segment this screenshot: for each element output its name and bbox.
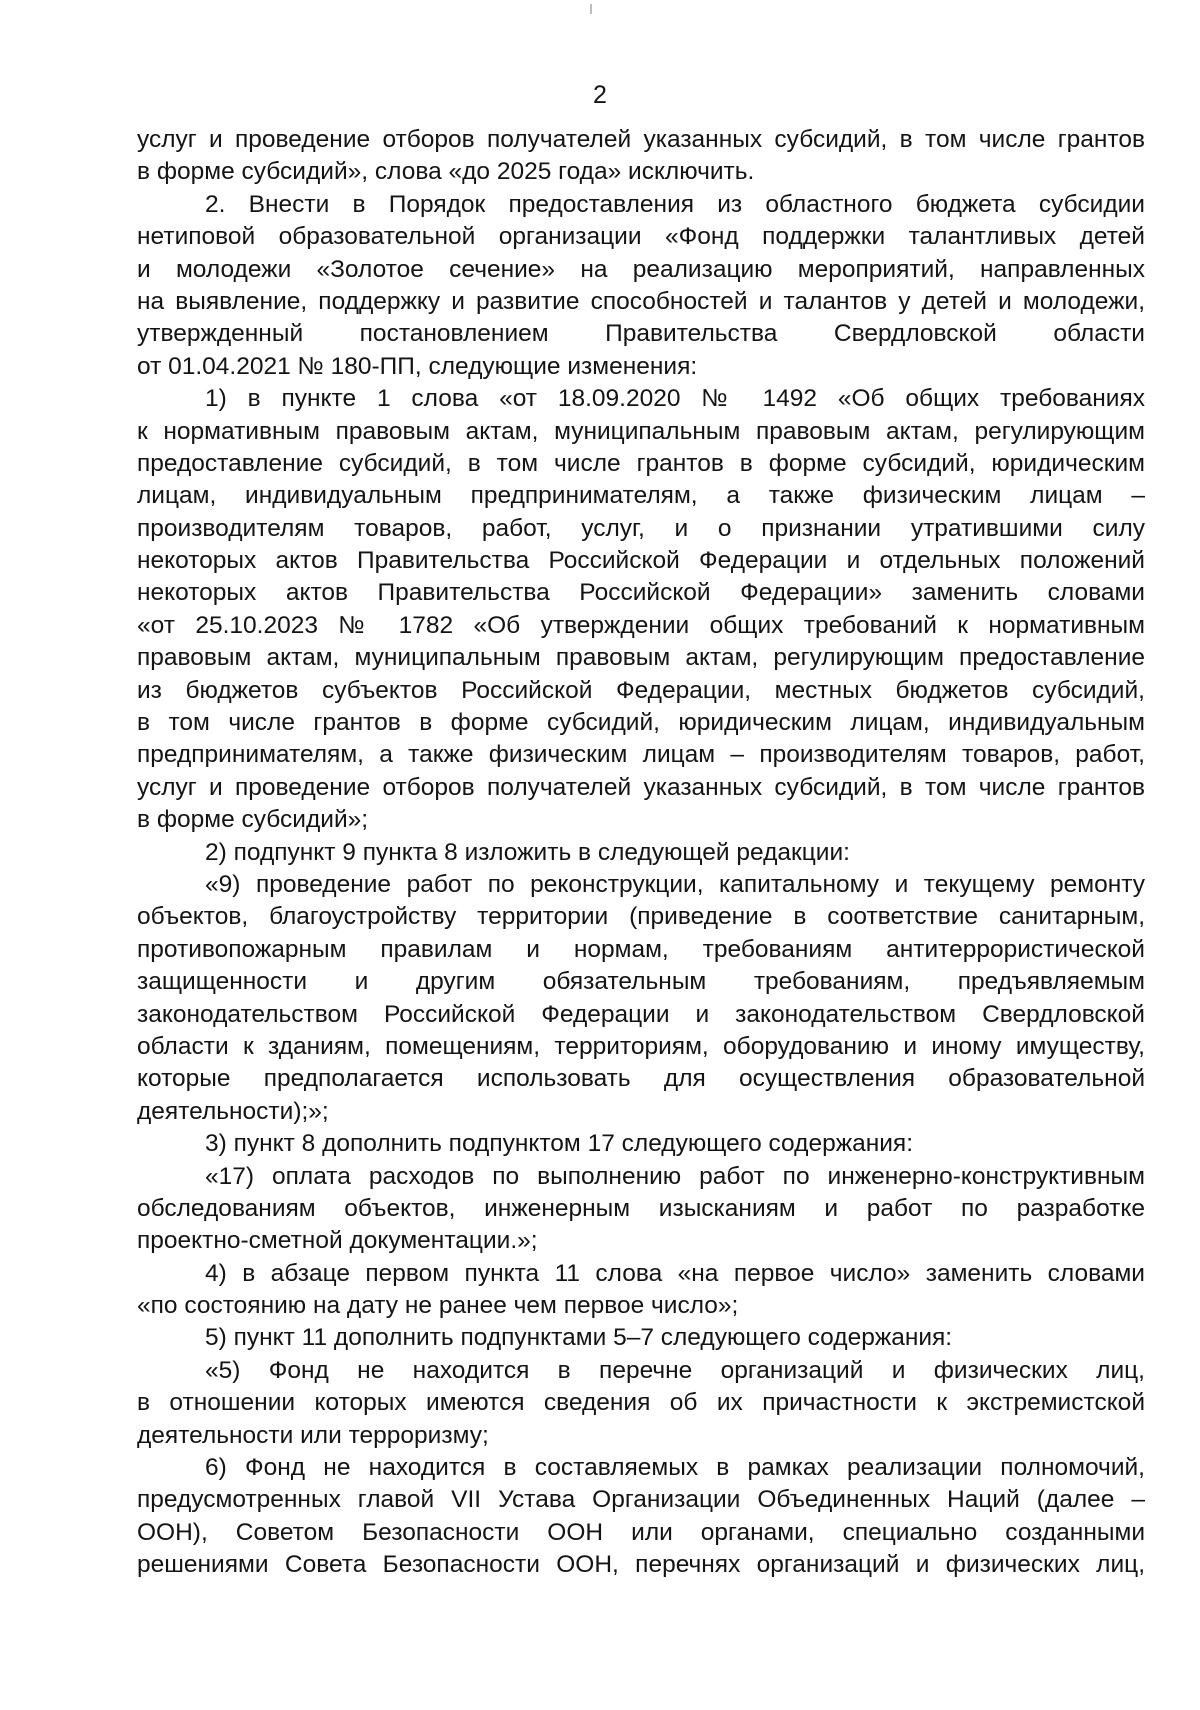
text-line: в том числе грантов в форме субсидий, юридическим лицам, индивидуальным [137, 709, 1145, 737]
text-line: в форме субсидий»; [137, 806, 369, 834]
text-line: «17) оплата расходов по выполнению работ по инженерно-конструктивным [205, 1162, 1145, 1190]
text-line: 1) в пункте 1 слова «от 18.09.2020 № 1492 «Об общих требованиях [205, 385, 1145, 413]
text-line: «по состоянию на дату не ранее чем первое число»; [137, 1292, 739, 1320]
text-line: 3) пункт 8 дополнить подпунктом 17 следующего содержания: [205, 1130, 913, 1158]
text-line: области к зданиям, помещениям, территориям, оборудованию и иному имуществу, [137, 1032, 1145, 1060]
text-line: предпринимателям, а также физическим лицам – производителям товаров, работ, [137, 741, 1145, 769]
document-body [137, 124, 1145, 1582]
text-line: в отношении которых имеются сведения об их причастности к экстремистской [137, 1389, 1145, 1417]
text-line: в форме субсидий», слова «до 2025 года» исключить. [137, 158, 755, 186]
text-line: утвержденный постановлением Правительства Свердловской области [137, 320, 1145, 348]
text-line: ООН), Советом Безопасности ООН или органами, специально созданными [137, 1518, 1145, 1546]
text-line: предусмотренных главой VII Устава Организации Объединенных Наций (далее – [137, 1486, 1145, 1514]
scan-artifact [590, 4, 592, 14]
text-line: деятельности или терроризму; [137, 1421, 489, 1449]
text-line: 5) пункт 11 дополнить подпунктами 5–7 следующего содержания: [205, 1324, 953, 1352]
text-line: некоторых актов Правительства Российской Федерации» заменить словами [137, 579, 1145, 607]
text-line: 6) Фонд не находится в составляемых в рамках реализации полномочий, [205, 1454, 1145, 1482]
text-line: от 01.04.2021 № 180-ПП, следующие изменения: [137, 352, 698, 380]
text-line: 4) в абзаце первом пункта 11 слова «на первое число» заменить словами [205, 1259, 1145, 1287]
text-line: и молодежи «Золотое сечение» на реализацию мероприятий, направленных [137, 255, 1145, 283]
page-number: 2 [593, 81, 607, 109]
text-line: решениями Совета Безопасности ООН, перечнях организаций и физических лиц, [137, 1551, 1145, 1579]
text-line: законодательством Российской Федерации и законодательством Свердловской [137, 1000, 1145, 1028]
text-line: к нормативным правовым актам, муниципальным правовым актам, регулирующим [137, 417, 1145, 445]
text-line: 2. Внести в Порядок предоставления из областного бюджета субсидии [205, 190, 1145, 218]
text-line: «5) Фонд не находится в перечне организаций и физических лиц, [205, 1356, 1145, 1384]
text-line: 2) подпункт 9 пункта 8 изложить в следующей редакции: [205, 838, 850, 866]
text-line: правовым актам, муниципальным правовым актам, регулирующим предоставление [137, 644, 1145, 672]
text-line: «от 25.10.2023 № 1782 «Об утверждении общих требований к нормативным [137, 611, 1145, 639]
text-line: объектов, благоустройству территории (приведение в соответствие санитарным, [137, 903, 1145, 931]
text-line: которые предполагается использовать для осуществления образовательной [137, 1065, 1145, 1093]
text-line: обследованиям объектов, инженерным изысканиям и работ по разработке [137, 1194, 1145, 1222]
text-line: услуг и проведение отборов получателей указанных субсидий, в том числе грантов [137, 126, 1145, 153]
text-line: предоставление субсидий, в том числе грантов в форме субсидий, юридическим [137, 449, 1145, 477]
text-line: противопожарным правилам и нормам, требованиям антитеррористической [137, 935, 1145, 963]
text-line: услуг и проведение отборов получателей указанных субсидий, в том числе грантов [137, 773, 1145, 801]
text-line: защищенности и другим обязательным требованиям, предъявляемым [137, 968, 1145, 996]
text-line: нетиповой образовательной организации «Фонд поддержки талантливых детей [137, 223, 1145, 251]
text-line: из бюджетов субъектов Российской Федерации, местных бюджетов субсидий, [137, 676, 1145, 704]
text-line: на выявление, поддержку и развитие способностей и талантов у детей и молодежи, [137, 287, 1145, 315]
text-line: лицам, индивидуальным предпринимателям, а также физическим лицам – [137, 482, 1145, 510]
text-line: «9) проведение работ по реконструкции, капитальному и текущему ремонту [205, 870, 1145, 898]
text-line: производителям товаров, работ, услуг, и о признании утратившими силу [137, 514, 1145, 542]
text-line: проектно-сметной документации.»; [137, 1227, 538, 1255]
text-line: деятельности);»; [137, 1097, 329, 1125]
text-line: некоторых актов Правительства Российской Федерации и отдельных положений [137, 547, 1145, 575]
